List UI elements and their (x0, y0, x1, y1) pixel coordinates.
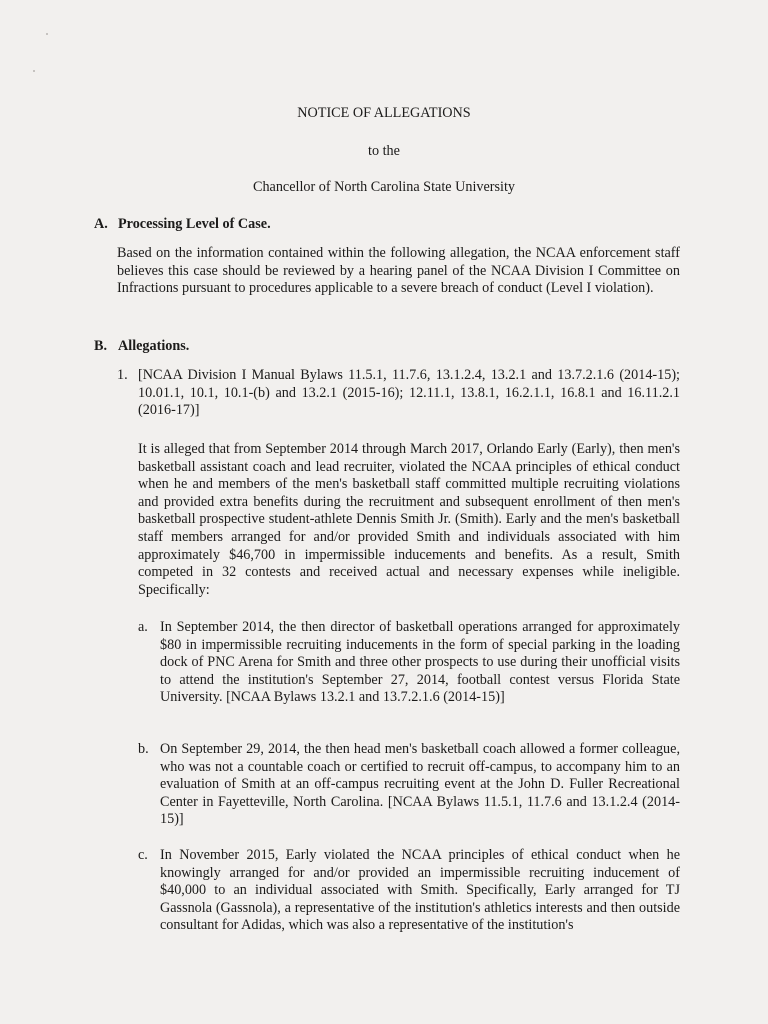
allegation-item-a-text: In September 2014, the then director of basketball operations arranged for approximately $80 in impermissible recruiting inducements in the form of special parking in the loading dock of PNC Arena for Smith and three other prospects to use during their unofficial visits to attend the institution's September 27, 2014, football contest versus Florida State University. [NCAA Bylaws 13.2.1 and 13.7.2.1.6 (2014-15)] (160, 619, 680, 706)
allegation-1-summary: It is alleged that from September 2014 through March 2017, Orlando Early (Early), then men's basketball assistant coach and lead recruiter, violated the NCAA principles of ethical conduct when he and members of the men's basketball staff committed multiple recruiting violations and provided extra benefits during the recruitment and subsequent enrollment of then men's basketball prospective student-athlete Dennis Smith Jr. (Smith). Early and the men's basketball staff members arranged for and/or provided Smith and individuals associated with him approximately $46,700 in impermissible inducements and benefits. As a result, Smith competed in 32 contests and received actual and necessary expenses while ineligible. Specifically: (138, 441, 680, 598)
section-a-letter: A. (94, 216, 108, 232)
document-recipient: Chancellor of North Carolina State University (252, 179, 515, 195)
document-title: NOTICE OF ALLEGATIONS (297, 105, 471, 121)
section-a-body: Based on the information contained within the following allegation, the NCAA enforcement staff believes this case should be reviewed by a hearing panel of the NCAA Division I Committee on Infractions pursuant to procedures applicable to a severe breach of conduct (Level I violation). (117, 245, 680, 297)
allegation-item-b-marker: b. (138, 741, 149, 757)
section-b-heading (94, 337, 189, 355)
allegation-1-number: 1. (117, 367, 128, 383)
allegation-item-c-marker: c. (138, 847, 148, 863)
section-b-title: Allegations. (118, 338, 190, 354)
section-a-title: Processing Level of Case. (118, 216, 271, 232)
allegation-item-b-text: On September 29, 2014, the then head men's basketball coach allowed a former colleague, who was not a countable coach or certified to recruit off-campus, to accompany him to an evaluation of Smith at an off-campus recruiting event at the John D. Fuller Recreational Center in Fayetteville, North Carolina. [NCAA Bylaws 11.5.1, 11.7.6 and 13.1.2.4 (2014-15)] (160, 741, 680, 828)
allegation-item-a-marker: a. (138, 619, 148, 635)
document-subtitle: to the (368, 143, 400, 159)
scan-speck (46, 33, 48, 35)
allegation-item-c-text: In November 2015, Early violated the NCAA principles of ethical conduct when he knowingly arranged for and/or provided an impermissible recruiting inducement of $40,000 to an individual associated with Smith. Specifically, Early arranged for TJ Gassnola (Gassnola), a representative of the institution's athletics interests and then outside consultant for Adidas, which was also a representative of the institution's (160, 847, 680, 934)
allegation-1-bylaws: [NCAA Division I Manual Bylaws 11.5.1, 11.7.6, 13.1.2.4, 13.2.1 and 13.7.2.1.6 (2014-15); 10.01.1, 10.1, 10.1-(b) and 13.2.1 (2015-16); 12.11.1, 13.8.1, 16.2.1.1, 16.8.1 and 16.11.2.1 (2016-17)] (138, 367, 680, 419)
scan-speck (33, 70, 35, 72)
section-b-letter: B. (94, 338, 108, 354)
section-a-heading (94, 215, 271, 233)
